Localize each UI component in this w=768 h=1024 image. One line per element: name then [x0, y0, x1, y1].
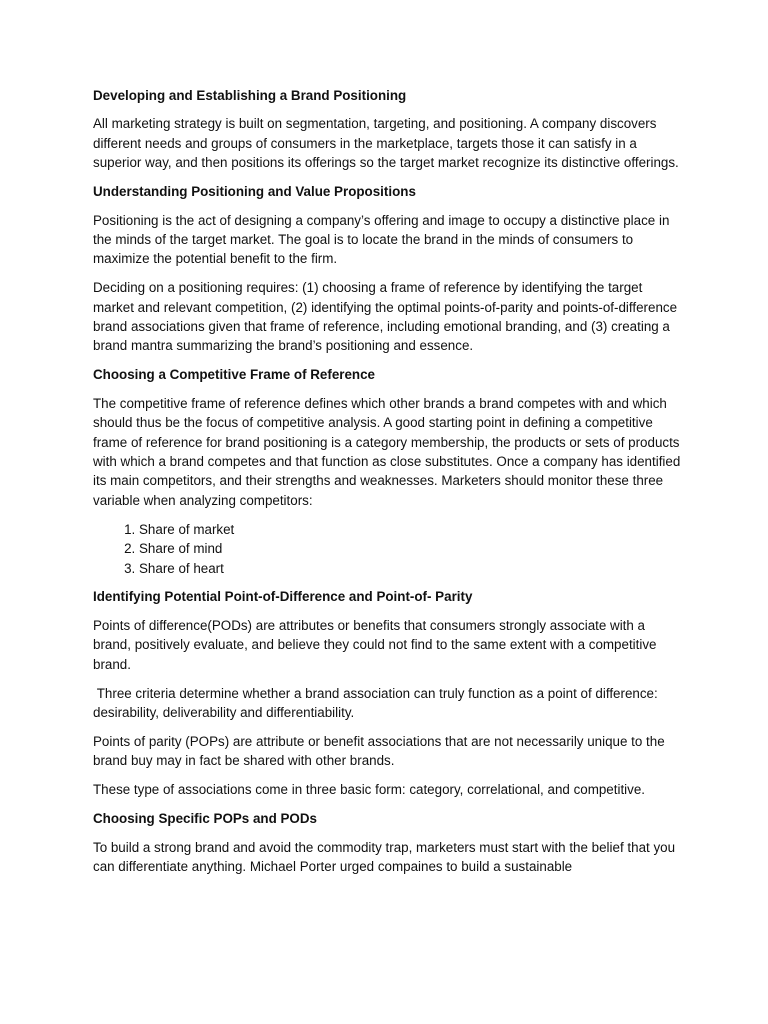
section-heading: Developing and Establishing a Brand Positioning	[93, 88, 407, 103]
paragraph: These type of associations come in three basic form: category, correlational, and competitive.	[93, 782, 646, 798]
list-item: 2. Share of mind	[139, 539, 683, 558]
list-item: 1. Share of market	[139, 520, 683, 539]
paragraph: The competitive frame of reference defines which other brands a brand competes with and which should thus be the focus of competitive analysis. A good starting point in defining a competitive frame of reference for brand positioning is a category membership, the products or sets of products with which a brand competes and that function as close substitutes. Once a company has identified its main competitors, and their strengths and weaknesses. Marketers should monitor these three variable when analyzing competitors:	[93, 395, 681, 508]
numbered-list	[93, 520, 683, 578]
paragraph: Positioning is the act of designing a company’s offering and image to occupy a distinctive place in the minds of the target market. The goal is to locate the brand in the minds of consumers to maximize the potential benefit to the firm.	[93, 212, 670, 267]
list-item: 3. Share of heart	[139, 559, 683, 578]
paragraph: All marketing strategy is built on segmentation, targeting, and positioning. A company discovers different needs and groups of consumers in the marketplace, targets those it can satisfy in a superior way, and then positions its offerings so the target market recognize its distinctive offerings.	[93, 116, 679, 171]
paragraph: Deciding on a positioning requires: (1) choosing a frame of reference by identifying the target market and relevant competition, (2) identifying the optimal points-of-parity and points-of-difference brand associations given that frame of reference, including emotional branding, and (3) creating a brand mantra summarizing the brand’s positioning and essence.	[93, 280, 678, 354]
section-heading: Understanding Positioning and Value Propositions	[93, 184, 416, 200]
document-page	[93, 86, 683, 886]
paragraph: Points of parity (POPs) are attribute or benefit associations that are not necessarily unique to the brand buy may in fact be shared with other brands.	[93, 733, 665, 769]
section-heading: Choosing a Competitive Frame of Reference	[93, 367, 376, 383]
section-heading: Choosing Specific POPs and PODs	[93, 811, 317, 827]
paragraph: Three criteria determine whether a brand association can truly function as a point of difference: desirability, deliverability and differentiability.	[93, 685, 662, 720]
paragraph: To build a strong brand and avoid the commodity trap, marketers must start with the belief that you can differentiate anything. Michael Porter urged compaines to build a sustainable	[93, 839, 676, 874]
section-heading: Identifying Potential Point-of-Difference and Point-of- Parity	[93, 589, 473, 605]
paragraph: Points of difference(PODs) are attributes or benefits that consumers strongly associate with a brand, positively evaluate, and believe they could not find to the same extent with a competitive brand.	[93, 617, 657, 672]
